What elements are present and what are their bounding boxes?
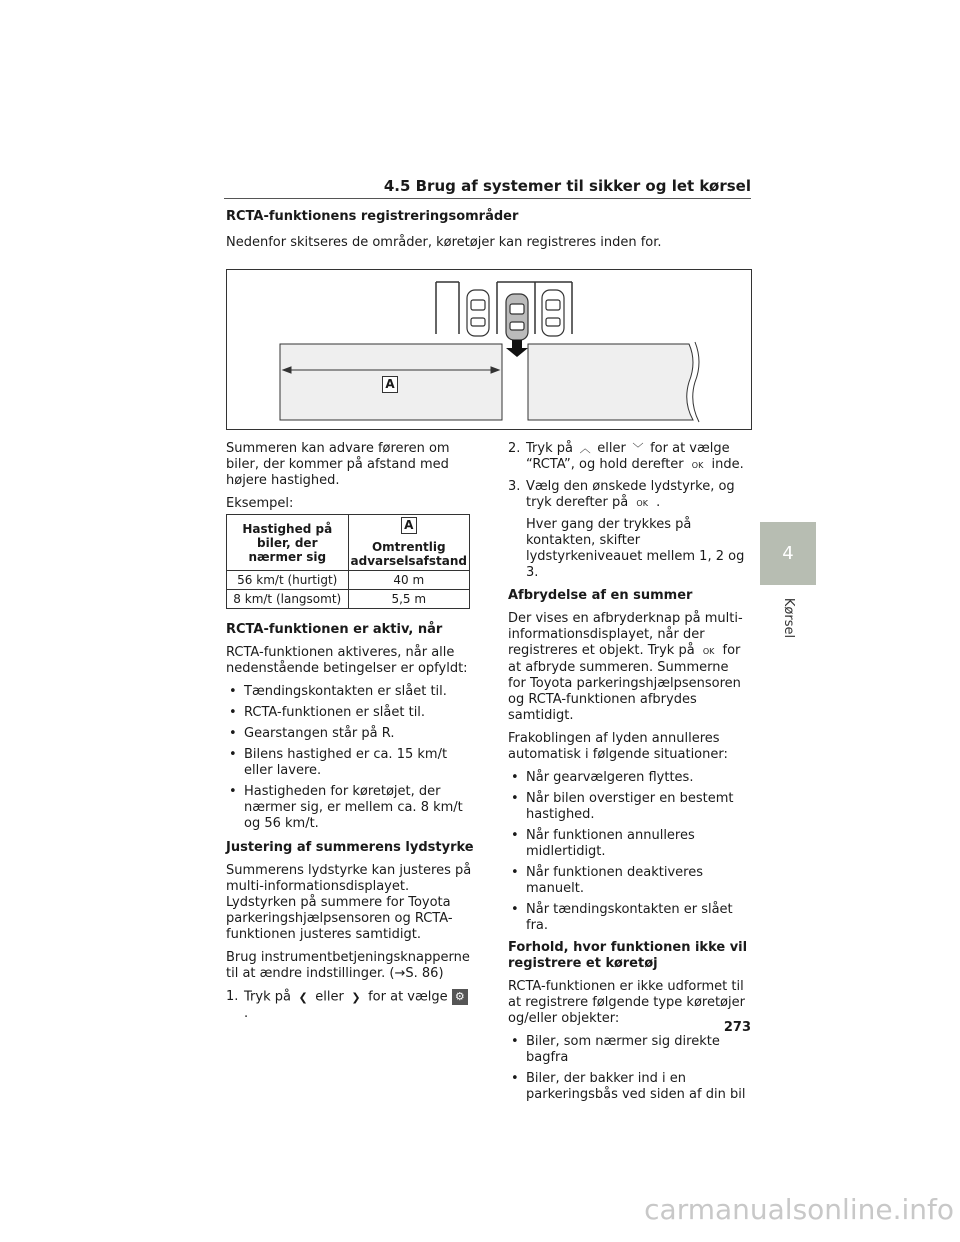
- intro-title: RCTA-funktionens registreringsområder: [226, 209, 519, 224]
- instr-text: Brug instrumentbetjeningsknapperne til at ændre indstillinger. (→S. 86): [226, 950, 470, 981]
- list-item: • Når funktionen annulleres midlertidigt.: [508, 828, 748, 860]
- chevron-left-icon: ❮: [298, 990, 308, 1004]
- page-number: 273: [723, 1020, 751, 1035]
- own-car: [506, 294, 528, 340]
- table-row: [227, 590, 470, 609]
- step-text: inde.: [711, 457, 744, 472]
- buzzer-text: Summeren kan advare føreren om biler, der kommer på afstand med højere hastighed.: [226, 441, 450, 488]
- step-text: for at vælge: [368, 989, 448, 1005]
- watermark: carmanualsonline.info: [644, 1193, 954, 1226]
- mute-text-b: for at afbryde summeren. Summerne for Toyota parkeringshjælpsensoren og RCTA-funktionen afbrydes samtidigt.: [508, 643, 741, 723]
- mute-text-a: Der vises en afbryderknap på multi-informationsdisplayet, når der registreres et objekt. Tryk på: [508, 611, 743, 658]
- ok-button-icon: OK: [702, 647, 715, 656]
- step-text: Tryk på: [244, 989, 291, 1005]
- header-distance-cell: [348, 515, 469, 571]
- left-column-lower: [226, 622, 476, 1027]
- step-text: Tryk på: [526, 441, 573, 456]
- step-3: [508, 479, 748, 512]
- step-number: 3.: [508, 479, 521, 494]
- step-text: .: [244, 1005, 249, 1021]
- step-number: 1.: [226, 989, 239, 1004]
- chevron-down-icon: ﹀: [632, 442, 644, 455]
- table-marker: A: [401, 517, 417, 534]
- list-item: • RCTA-funktionen er slået til.: [226, 705, 476, 721]
- list-item: • Når tændingskontakten er slået fra.: [508, 902, 748, 934]
- cell-speed: 56 km/t (hurtigt): [227, 571, 349, 590]
- gear-icon: ⚙: [452, 989, 468, 1005]
- list-item: • Biler, som nærmer sig direkte bagfra: [508, 1034, 748, 1066]
- chapter-label-text: Kørsel: [781, 597, 796, 639]
- speed-distance-table: [226, 514, 470, 609]
- mute-title: Afbrydelse af en summer: [508, 588, 693, 603]
- active-text: RCTA-funktionen aktiveres, når alle nedenstående betingelser er opfyldt:: [226, 645, 468, 676]
- header-distance: Omtrentlig advarselsafstand: [350, 540, 468, 568]
- chevron-right-icon: ❯: [351, 990, 361, 1004]
- step3-note: Hver gang der trykkes på kontakten, skifter lydstyrkeniveauet mellem 1, 2 og 3.: [526, 517, 745, 580]
- list-item: • Biler, der bakker ind i en parkeringsbås ved siden af din bil: [508, 1071, 748, 1103]
- step-text: for at vælge “RCTA”, og hold derefter: [526, 441, 730, 472]
- parking-diagram: [227, 270, 751, 429]
- cell-distance: 5,5 m: [348, 590, 469, 609]
- list-item: • Tændingskontakten er slået til.: [226, 684, 476, 700]
- chapter-label: [778, 590, 798, 650]
- parked-car-left: [467, 290, 489, 336]
- adjust-title: Justering af summerens lydstyrke: [226, 840, 474, 855]
- list-item: • Hastigheden for køretøjet, der nærmer sig, er mellem ca. 8 km/t og 56 km/t.: [226, 784, 476, 832]
- reverse-arrow-icon: [506, 340, 528, 357]
- parked-car-right: [542, 290, 564, 336]
- intro-text: Nedenfor skitseres de områder, køretøjer kan registreres inden for.: [226, 235, 662, 250]
- chevron-up-icon: ︿: [579, 442, 591, 455]
- cell-speed: 8 km/t (langsomt): [227, 590, 349, 609]
- ok-button-icon: OK: [691, 461, 704, 470]
- step-2: [508, 441, 748, 474]
- cell-distance: 40 m: [348, 571, 469, 590]
- list-item: • Bilens hastighed er ca. 15 km/t eller lavere.: [226, 747, 476, 779]
- example-label: Eksempel:: [226, 496, 294, 511]
- list-item: • Når bilen overstiger en bestemt hastighed.: [508, 791, 748, 823]
- list-item: • Når funktionen deaktiveres manuelt.: [508, 865, 748, 897]
- step-1: [226, 989, 476, 1022]
- active-title: RCTA-funktionen er aktiv, når: [226, 622, 443, 637]
- step-text: Vælg den ønskede lydstyrke, og tryk derefter på: [526, 479, 735, 510]
- cancel-text: Frakoblingen af lyden annulleres automatisk i følgende situationer:: [508, 731, 728, 762]
- list-item: • Når gearvælgeren flyttes.: [508, 770, 748, 786]
- step-number: 2.: [508, 441, 521, 456]
- list-item: • Gearstangen står på R.: [226, 726, 476, 742]
- ok-button-icon: OK: [636, 499, 648, 508]
- detection-area-right: [528, 344, 693, 420]
- section-header: 4.5 Brug af systemer til sikker og let kørsel: [224, 178, 751, 199]
- cond-text: RCTA-funktionen er ikke udformet til at registrere følgende type køretøjer og/eller objekter:: [508, 979, 745, 1026]
- step-text: eller: [315, 989, 344, 1005]
- chapter-tab: 4: [760, 522, 816, 585]
- left-column: [226, 441, 476, 512]
- step-text: .: [656, 495, 661, 510]
- mute-text: [508, 611, 748, 724]
- intro: [226, 209, 750, 251]
- distance-marker: A: [382, 376, 398, 393]
- step-text: eller: [597, 441, 626, 456]
- header-speed: Hastighed på biler, der nærmer sig: [227, 515, 349, 571]
- adjust-text: Summerens lydstyrke kan justeres på multi-informationsdisplayet. Lydstyrken på summere for Toyota parkeringshjælpsensoren og RCTA-funktionen justeres samtidigt.: [226, 863, 472, 942]
- table-header-row: [227, 515, 470, 571]
- right-column: [508, 441, 748, 1108]
- table-row: [227, 571, 470, 590]
- detection-area-figure: [226, 269, 752, 430]
- cond-title: Forhold, hvor funktionen ikke vil registrere et køretøj: [508, 940, 748, 971]
